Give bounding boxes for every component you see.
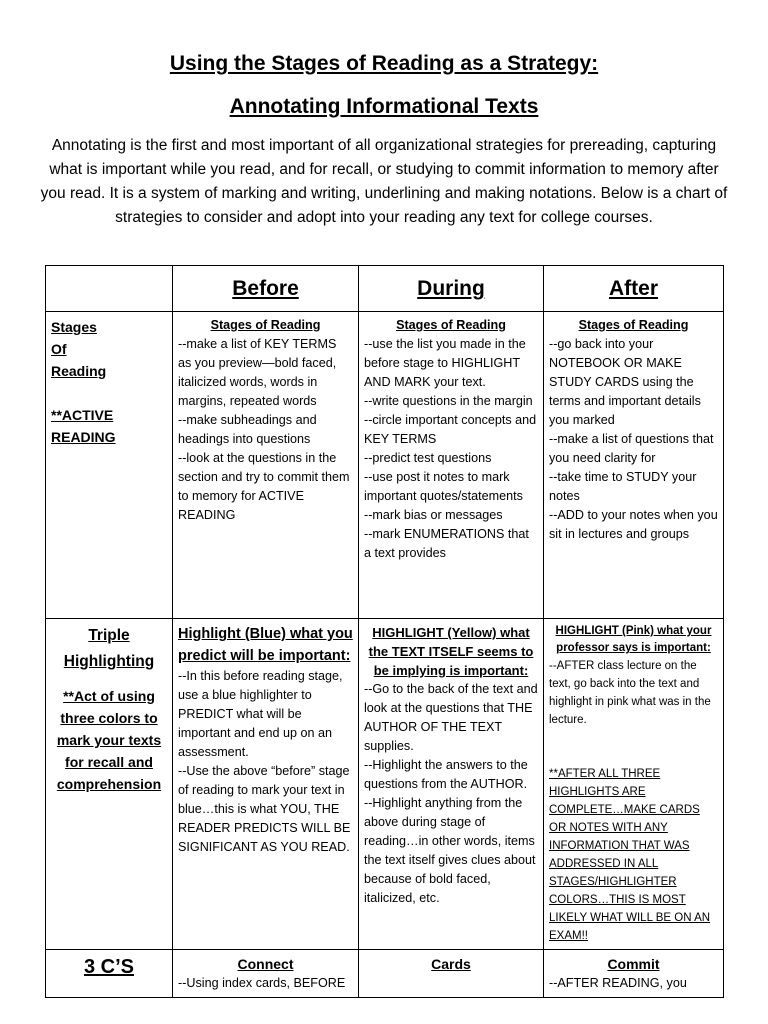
highlight-during-cell [359,619,544,950]
stages-label-spacer [51,382,167,404]
stages-during-item: --mark ENUMERATIONS that a text provides [364,527,529,560]
header-row [46,266,724,312]
stages-label [51,316,167,448]
highlight-during-item: --Go to the back of the text and look at the questions that THE AUTHOR OF THE TEXT supplies. [364,682,538,753]
stages-during-item: --write questions in the margin [364,394,533,408]
three-cs-row [46,950,724,998]
three-cs-label: 3 C’S [83,956,135,978]
connect-text: --Using index cards, BEFORE [178,976,346,990]
stages-label-line: **ACTIVE [51,407,114,423]
stages-during-subhead: Stages of Reading [396,318,506,332]
stages-during-item: --mark bias or messages [364,508,503,522]
stages-during-item: --circle important concepts and KEY TERMS [364,413,537,446]
title-line-2: Annotating Informational Texts [229,95,539,118]
stages-after-subhead: Stages of Reading [578,318,689,332]
stages-during-item: --use the list you made in the before stage to HIGHLIGHT AND MARK your text. [364,337,526,389]
highlight-before-cell [173,619,359,950]
highlight-after-note: **AFTER ALL THREE HIGHLIGHTS ARE COMPLETE…MAKE CARDS OR NOTES WITH ANY INFORMATION THAT WAS ADDRESSED IN ALL STAGES/HIGHLIGHTER COLORS…THIS IS MOST LIKELY WHAT WILL BE ON AN EXAM!! [549,768,711,942]
stages-before-cell [173,312,359,619]
stages-after-item: --ADD to your notes when you sit in lectures and groups [549,508,718,541]
stages-before-subhead: Stages of Reading [210,318,321,332]
corner-cell [46,266,173,312]
highlight-during-item: --Highlight anything from the above during stage of reading…in other words, items the text itself gives clues about because of bold faced, italicized, etc. [364,796,536,905]
stages-during-item: --predict test questions [364,451,492,465]
intro-paragraph: Annotating is the first and most important of all organizational strategies for prereading, capturing what is important while you read, and for recall, or studying to commit information to memory after you read. It is a system of marking and writing, underlining and making notations. Below is a chart of strategies to consider and adopt into your reading any text for college courses. [40,137,728,226]
connect-cell [173,950,359,998]
cards-heading: Cards [431,956,471,972]
stages-before-item: --make a list of KEY TERMS as you preview—bold faced, italicized words, words in margins, repeated words [178,337,337,408]
commit-cell [544,950,724,998]
stages-after-cell [544,312,724,619]
header-during: During [359,266,544,312]
commit-heading: Commit [607,956,660,972]
triple-highlighting-label: Triple Highlighting [63,627,155,670]
stages-after-item: --take time to STUDY your notes [549,470,697,503]
stages-after-item: --go back into your NOTEBOOK OR MAKE STUDY CARDS using the terms and important details you marked [549,337,701,427]
header-before: Before [173,266,359,312]
stages-label-line: Reading [51,363,107,379]
stages-label-cell [46,312,173,619]
highlight-before-item: --Use the above “before” stage of reading to mark your text in blue…this is what YOU, THE READER PREDICTS WILL BE SIGNIFICANT AS YOU READ. [178,764,351,854]
highlight-after-cell [544,619,724,950]
stages-during-item: --use post it notes to mark important quotes/statements [364,470,523,503]
highlight-before-item: --In this before reading stage, use a blue highlighter to PREDICT what will be important and end up on an assessment. [178,669,343,759]
stages-during-cell [359,312,544,619]
stages-label-line: READING [51,429,116,445]
stages-row [46,312,724,619]
stages-before-item: --make subheadings and headings into questions [178,413,317,446]
highlight-label-cell [46,619,173,950]
strategy-table [45,265,724,998]
yellow-highlight-heading: HIGHLIGHT (Yellow) what the TEXT ITSELF seems to be implying is important: [368,625,534,678]
connect-heading: Connect [237,956,294,972]
blue-highlight-heading: Highlight (Blue) what you predict will be important: [178,626,353,664]
stages-label-line: Stages [51,319,97,335]
three-cs-label-cell [46,950,173,998]
title-line-1: Using the Stages of Reading as a Strategy: [169,52,599,75]
triple-highlighting-sublabel: **Act of using three colors to mark your texts for recall and comprehension [56,688,162,792]
highlight-during-item: --Highlight the answers to the questions from the AUTHOR. [364,758,528,791]
stages-before-item: --look at the questions in the section and try to commit them to memory for ACTIVE READING [178,451,350,522]
pink-highlight-heading: HIGHLIGHT (Pink) what your professor says is important: [555,625,712,654]
stages-after-item: --make a list of questions that you need clarity for [549,432,714,465]
highlight-after-item: --AFTER class lecture on the text, go back into the text and highlight in pink what was in the lecture. [549,660,711,726]
header-after: After [544,266,724,312]
stages-label-line: Of [51,341,67,357]
commit-text: --AFTER READING, you [549,976,687,990]
cards-cell [359,950,544,998]
highlight-row [46,619,724,950]
